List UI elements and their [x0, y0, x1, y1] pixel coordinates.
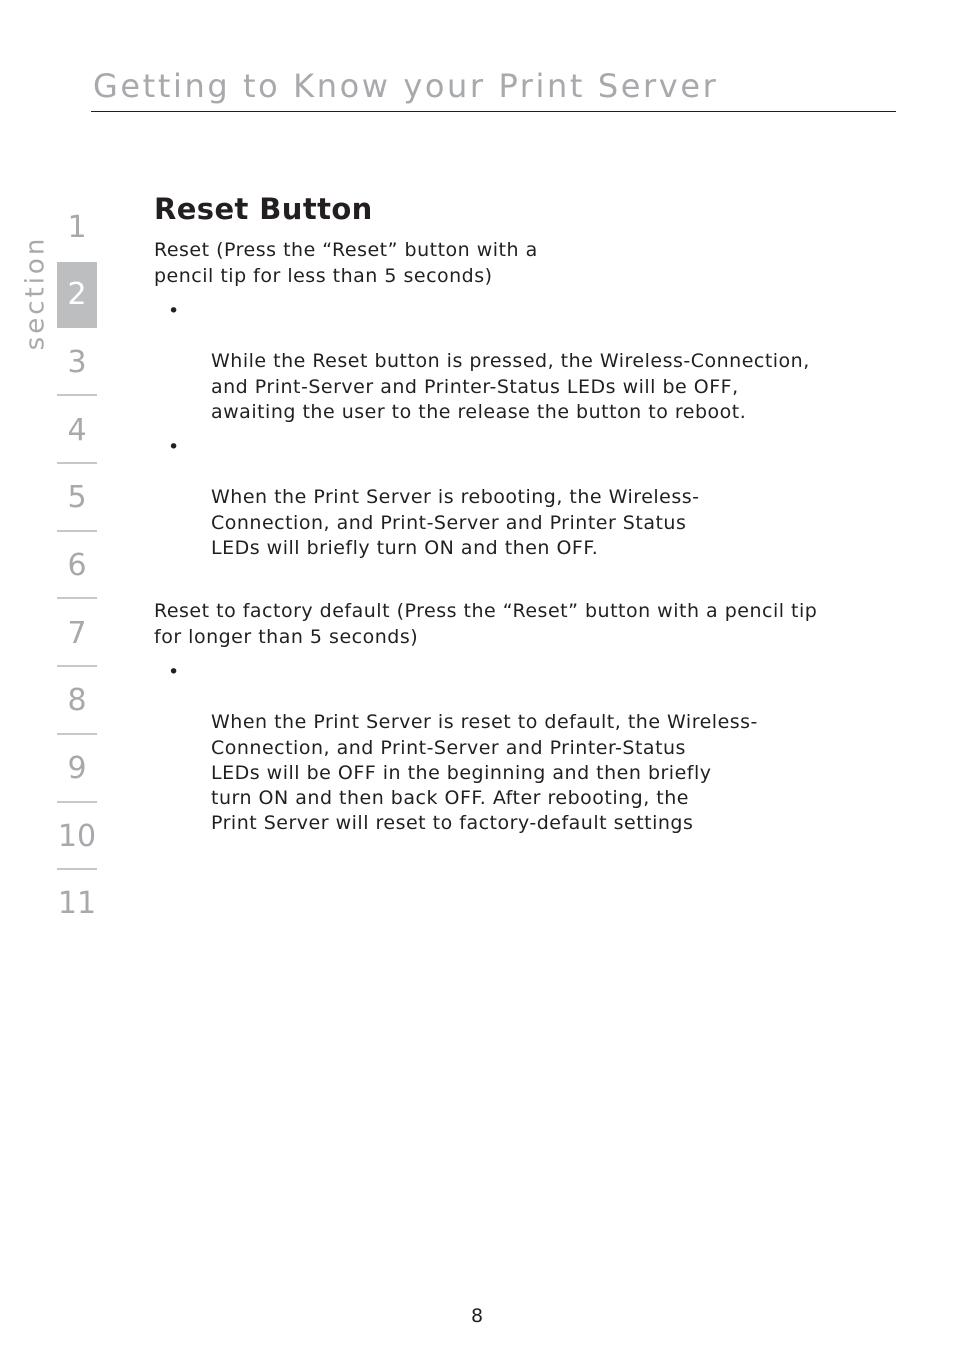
- list-item-text: When the Print Server is rebooting, the Wireless- Connection, and Print-Server and Printer Status LEDs will briefly turn ON and then OFF.: [211, 486, 700, 559]
- list-item-text: When the Print Server is reset to default, the Wireless- Connection, and Print-Server and Printer-Status LEDs will be OFF in the beginning and then briefly turn ON and then back OFF. After rebooting, the Print Server will reset to factory-default settings: [211, 711, 758, 835]
- section-tab-8[interactable]: 8: [57, 668, 97, 734]
- reset-intro: Reset (Press the “Reset” button with a pencil tip for less than 5 seconds): [154, 239, 538, 287]
- list-item: [154, 299, 854, 425]
- section-tab-5[interactable]: 5: [57, 465, 97, 531]
- header-divider: [91, 111, 896, 112]
- page-number: 8: [470, 1305, 484, 1327]
- section-tab-1[interactable]: 1: [67, 209, 87, 245]
- factory-reset-intro: Reset to factory default (Press the “Reset” button with a pencil tip for longer than 5 seconds): [154, 600, 818, 648]
- list-item-text: While the Reset button is pressed, the Wireless-Connection, and Print-Server and Printer-Status LEDs will be OFF, awaiting the user to the release the button to reboot.: [211, 350, 810, 423]
- page-header-title: Getting to Know your Print Server: [93, 67, 719, 105]
- section-tab-10[interactable]: 10: [57, 803, 97, 869]
- section-tab-7[interactable]: 7: [57, 600, 97, 666]
- section-tab-6[interactable]: 6: [57, 532, 97, 598]
- bullet-glyph: •: [168, 300, 180, 322]
- section-tab-9[interactable]: 9: [57, 736, 97, 802]
- section-tab-2[interactable]: 2: [57, 262, 97, 328]
- section-nav: [57, 194, 97, 939]
- factory-reset-bullet-list: [154, 660, 854, 836]
- section-label-text: section: [20, 235, 51, 351]
- section-heading: Reset Button: [154, 192, 373, 226]
- section-tab-3[interactable]: 3: [57, 329, 97, 395]
- section-label: [16, 236, 54, 350]
- main-content: [154, 190, 854, 846]
- section-tab-4[interactable]: 4: [57, 397, 97, 463]
- reset-bullet-list: [154, 299, 854, 561]
- bullet-glyph: •: [168, 436, 180, 459]
- bullet-glyph: •: [168, 661, 180, 684]
- section-tab-11[interactable]: 11: [57, 886, 97, 922]
- list-item: [154, 435, 854, 561]
- list-item: [154, 660, 854, 836]
